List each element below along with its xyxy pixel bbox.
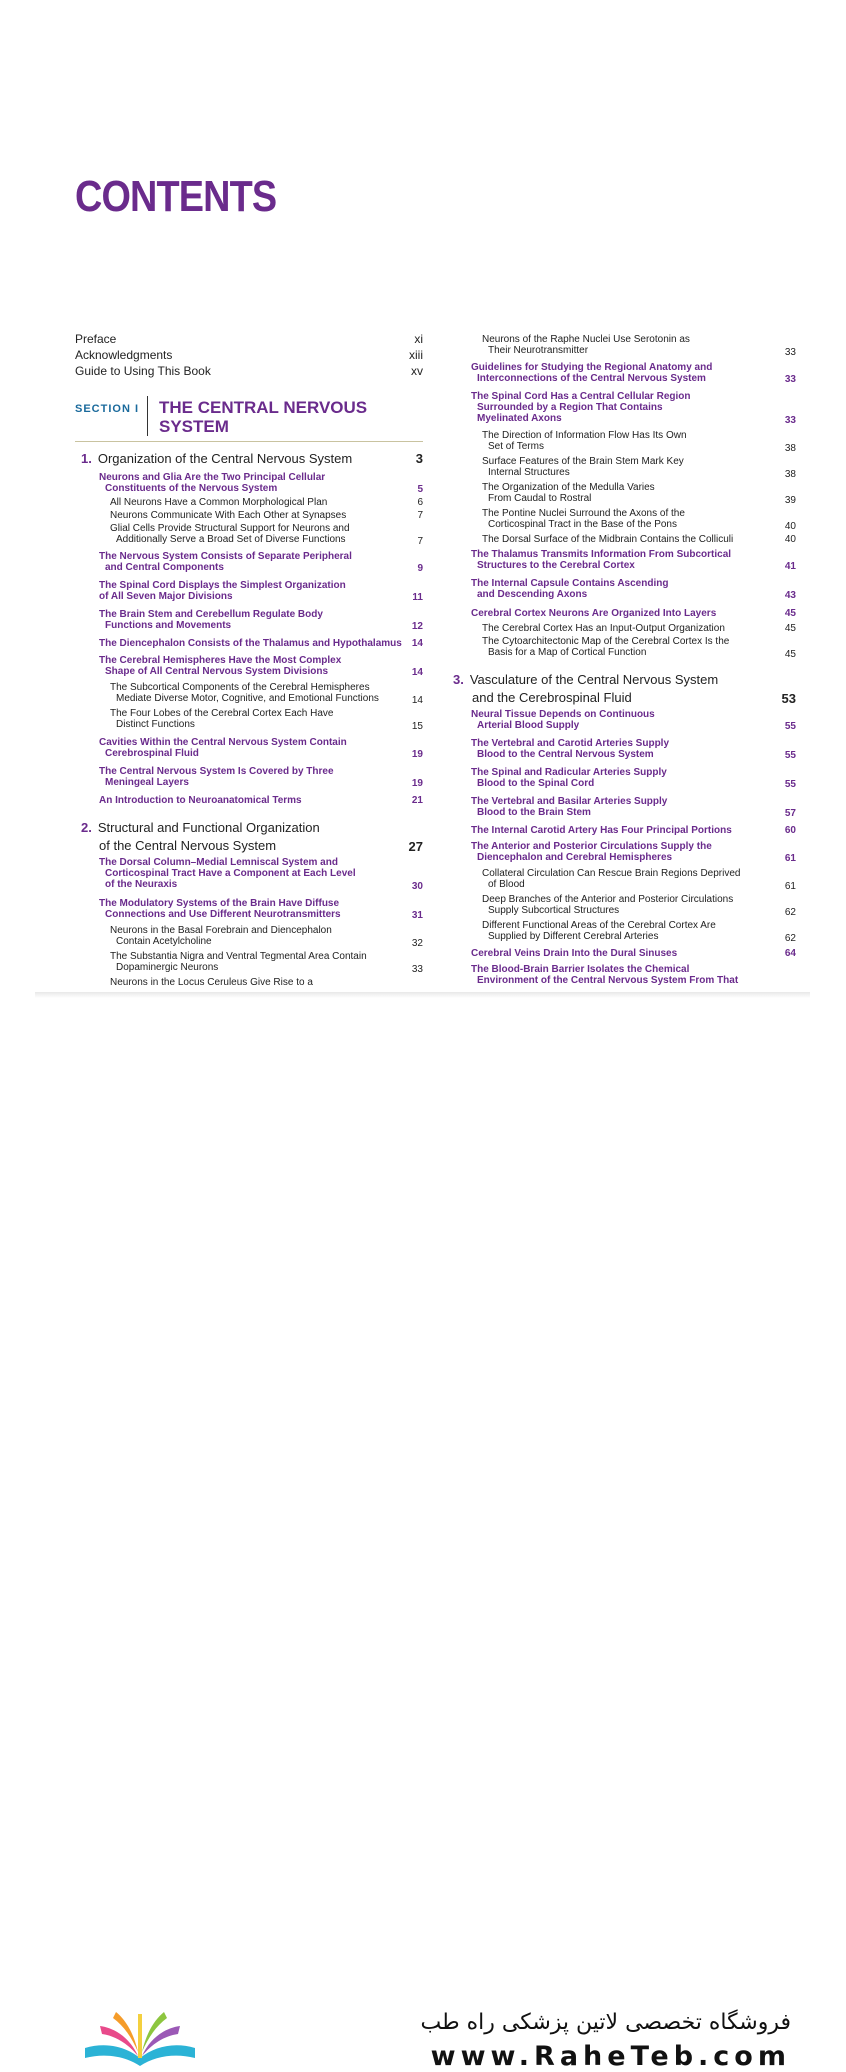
toc-entry[interactable]: Surface Features of the Brain Stem Mark Key Internal Structures 38: [482, 456, 796, 480]
toc-entry[interactable]: The Vertebral and Basilar Arteries Supply Blood to the Brain Stem 57: [471, 796, 796, 819]
toc-entry[interactable]: The Direction of Information Flow Has Its Own Set of Terms 38: [482, 430, 796, 454]
toc-entry[interactable]: The Diencephalon Consists of the Thalamus and Hypothalamus 14: [99, 638, 423, 649]
toc-entry[interactable]: The Brain Stem and Cerebellum Regulate Body Functions and Movements 12: [99, 609, 423, 632]
toc-entry[interactable]: The Cerebral Cortex Has an Input-Output Organization 45: [482, 623, 796, 634]
toc-entry[interactable]: Different Functional Areas of the Cerebral Cortex Are Supplied by Different Cerebral Arteries 62: [482, 920, 796, 944]
toc-entry[interactable]: The Four Lobes of the Cerebral Cortex Each Have Distinct Functions 15: [110, 708, 423, 732]
toc-entry[interactable]: Neurons in the Locus Ceruleus Give Rise to a: [110, 977, 313, 988]
toc-entry[interactable]: The Cytoarchitectonic Map of the Cerebral Cortex Is the Basis for a Map of Cortical Function 45: [482, 636, 796, 660]
toc-entry[interactable]: The Spinal Cord Has a Central Cellular Region Surrounded by a Region That Contains Myelinated Axons 33: [471, 391, 796, 426]
chapter-heading[interactable]: 3. Vasculature of the Central Nervous System and the Cerebrospinal Fluid 53: [453, 672, 796, 706]
section-title: THE CENTRAL NERVOUS SYSTEM: [159, 398, 368, 436]
toc-entry[interactable]: Neurons Communicate With Each Other at Synapses 7: [110, 510, 423, 521]
shop-name: فروشگاه تخصصی لاتین پزشکی راه طب: [420, 2010, 791, 2035]
chapter-heading[interactable]: 1. Organization of the Central Nervous System 3: [81, 451, 423, 466]
toc-entry[interactable]: The Substantia Nigra and Ventral Tegmental Area Contain Dopaminergic Neurons 33: [110, 951, 423, 975]
page-title: CONTENTS: [75, 172, 277, 221]
toc-entry[interactable]: Cavities Within the Central Nervous System Contain Cerebrospinal Fluid 19: [99, 737, 423, 760]
toc-entry[interactable]: The Subcortical Components of the Cerebral Hemispheres Mediate Diverse Motor, Cognitive, and Emotional Functions 14: [110, 682, 423, 706]
toc-entry[interactable]: The Dorsal Surface of the Midbrain Contains the Colliculi 40: [482, 534, 796, 545]
section-divider: [147, 396, 148, 436]
chapter-heading[interactable]: 2. Structural and Functional Organization of the Central Nervous System 27: [81, 820, 423, 854]
toc-entry[interactable]: The Pontine Nuclei Surround the Axons of the Corticospinal Tract in the Base of the Pons 40: [482, 508, 796, 532]
toc-entry[interactable]: The Nervous System Consists of Separate Peripheral and Central Components 9: [99, 551, 423, 574]
toc-entry-acknowledgments[interactable]: Acknowledgments xiii: [75, 348, 423, 362]
watermark-banner: [0, 998, 846, 2072]
toc-entry[interactable]: An Introduction to Neuroanatomical Terms 21: [99, 795, 423, 806]
toc-entry[interactable]: The Blood-Brain Barrier Isolates the Chemical Environment of the Central Nervous System From That: [471, 964, 739, 986]
toc-entry[interactable]: The Thalamus Transmits Information From Subcortical Structures to the Cerebral Cortex 41: [471, 549, 796, 572]
toc-entry[interactable]: Guidelines for Studying the Regional Anatomy and Interconnections of the Central Nervous System 33: [471, 362, 796, 385]
toc-entry[interactable]: Cerebral Cortex Neurons Are Organized Into Layers 45: [471, 608, 796, 619]
toc-entry[interactable]: The Central Nervous System Is Covered by Three Meningeal Layers 19: [99, 766, 423, 789]
toc-entry[interactable]: The Internal Capsule Contains Ascending and Descending Axons 43: [471, 578, 796, 601]
toc-entry[interactable]: Deep Branches of the Anterior and Posterior Circulations Supply Subcortical Structures 62: [482, 894, 796, 918]
site-url[interactable]: www.RaheTeb.com: [430, 2041, 791, 2072]
toc-entry[interactable]: The Spinal and Radicular Arteries Supply Blood to the Spinal Cord 55: [471, 767, 796, 790]
toc-entry[interactable]: Neural Tissue Depends on Continuous Arterial Blood Supply 55: [471, 709, 796, 732]
toc-entry[interactable]: The Vertebral and Carotid Arteries Supply Blood to the Central Nervous System 55: [471, 738, 796, 761]
toc-entry[interactable]: The Organization of the Medulla Varies From Caudal to Rostral 39: [482, 482, 796, 506]
toc-entry[interactable]: Neurons in the Basal Forebrain and Diencephalon Contain Acetylcholine 32: [110, 925, 423, 949]
toc-entry[interactable]: The Anterior and Posterior Circulations Supply the Diencephalon and Cerebral Hemispheres 61: [471, 841, 796, 864]
section-rule: [75, 441, 423, 442]
toc-entry[interactable]: The Spinal Cord Displays the Simplest Organization of All Seven Major Divisions 11: [99, 580, 423, 603]
section-label: SECTION I: [75, 403, 140, 415]
toc-entry[interactable]: Neurons of the Raphe Nuclei Use Serotonin as Their Neurotransmitter 33: [482, 334, 796, 358]
toc-entry[interactable]: The Modulatory Systems of the Brain Have Diffuse Connections and Use Different Neurotransmitters 31: [99, 898, 423, 921]
toc-entry[interactable]: The Dorsal Column–Medial Lemniscal System and Corticospinal Tract Have a Component at Each Level of the Neuraxis 30: [99, 857, 423, 892]
toc-entry-guide[interactable]: Guide to Using This Book xv: [75, 364, 423, 378]
toc-entry[interactable]: The Internal Carotid Artery Has Four Principal Portions 60: [471, 825, 796, 836]
toc-entry[interactable]: Neurons and Glia Are the Two Principal Cellular Constituents of the Nervous System 5: [99, 472, 423, 495]
toc-entry-preface[interactable]: Preface xi: [75, 332, 423, 346]
toc-entry[interactable]: All Neurons Have a Common Morphological Plan 6: [110, 497, 423, 508]
toc-entry[interactable]: Collateral Circulation Can Rescue Brain Regions Deprived of Blood 61: [482, 868, 796, 892]
toc-entry[interactable]: Glial Cells Provide Structural Support for Neurons and Additionally Serve a Broad Set of Diverse Functions 7: [110, 523, 423, 547]
toc-entry[interactable]: The Cerebral Hemispheres Have the Most Complex Shape of All Central Nervous System Divisions 14: [99, 655, 423, 678]
open-book-logo-icon: [80, 2008, 200, 2072]
toc-entry[interactable]: Cerebral Veins Drain Into the Dural Sinuses 64: [471, 948, 796, 959]
